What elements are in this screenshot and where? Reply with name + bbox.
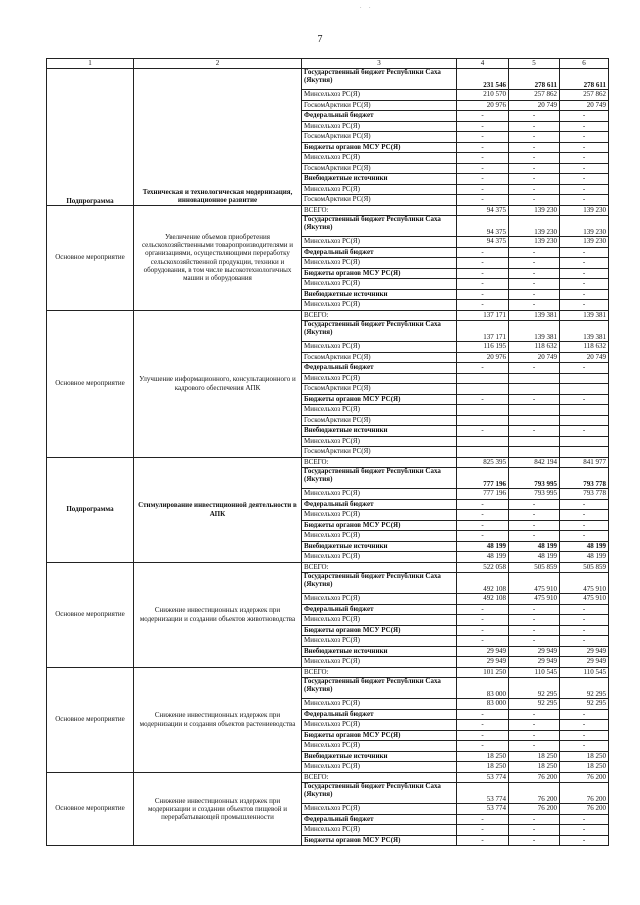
funding-source-cell: Федеральный бюджет bbox=[302, 814, 457, 825]
amount-cell: - bbox=[509, 111, 560, 122]
table-row bbox=[47, 69, 609, 90]
funding-source-cell: Внебюджетные источники bbox=[302, 541, 457, 552]
amount-cell: - bbox=[457, 835, 509, 846]
amount-cell: 18 250 bbox=[509, 762, 560, 773]
amount-cell: 137 171 bbox=[457, 310, 509, 321]
program-type-cell: Подпрограмма bbox=[47, 457, 134, 562]
program-name-cell: Снижение инвестиционных издержек при модернизации и создания объектов растениеводства bbox=[134, 667, 302, 772]
column-number-cell: 3 bbox=[302, 59, 457, 69]
amount-cell: 20 976 bbox=[457, 100, 509, 111]
funding-source-cell: Бюджеты органов МСУ РС(Я) bbox=[302, 520, 457, 531]
amount-cell: 139 381 bbox=[509, 321, 560, 342]
funding-source-cell: ВСЕГО: bbox=[302, 562, 457, 573]
amount-cell: - bbox=[509, 289, 560, 300]
amount-cell: 139 230 bbox=[509, 205, 560, 216]
funding-source-cell: ГоскомАрктики РС(Я) bbox=[302, 100, 457, 111]
amount-cell: 76 200 bbox=[560, 772, 609, 783]
amount-cell: 492 108 bbox=[457, 594, 509, 605]
table-row bbox=[47, 310, 609, 321]
amount-cell: 842 194 bbox=[509, 457, 560, 468]
funding-source-cell: ГоскомАрктики РС(Я) bbox=[302, 352, 457, 363]
amount-cell bbox=[560, 447, 609, 458]
amount-cell: 793 995 bbox=[509, 468, 560, 489]
funding-source-cell: Государственный бюджет Республики Саха (Якутия) bbox=[302, 783, 457, 804]
amount-cell bbox=[457, 436, 509, 447]
funding-source-cell: ГоскомАрктики РС(Я) bbox=[302, 384, 457, 395]
amount-cell: 94 375 bbox=[457, 216, 509, 237]
amount-cell bbox=[560, 415, 609, 426]
funding-source-cell: Федеральный бюджет bbox=[302, 709, 457, 720]
funding-source-cell: Бюджеты органов МСУ РС(Я) bbox=[302, 268, 457, 279]
amount-cell: - bbox=[509, 184, 560, 195]
amount-cell: - bbox=[560, 394, 609, 405]
amount-cell: - bbox=[560, 730, 609, 741]
amount-cell: 210 570 bbox=[457, 90, 509, 101]
amount-cell: - bbox=[509, 615, 560, 626]
amount-cell: - bbox=[457, 268, 509, 279]
amount-cell: 139 381 bbox=[509, 310, 560, 321]
funding-source-cell: Бюджеты органов МСУ РС(Я) bbox=[302, 394, 457, 405]
program-type-cell: Основное мероприятие bbox=[47, 205, 134, 310]
amount-cell: - bbox=[560, 195, 609, 206]
amount-cell: 48 199 bbox=[560, 541, 609, 552]
amount-cell: - bbox=[509, 814, 560, 825]
amount-cell: 18 250 bbox=[560, 751, 609, 762]
funding-source-cell: Государственный бюджет Республики Саха (Якутия) bbox=[302, 321, 457, 342]
amount-cell: - bbox=[560, 510, 609, 521]
funding-source-cell: Минсельхоз РС(Я) bbox=[302, 405, 457, 416]
amount-cell: - bbox=[560, 426, 609, 437]
funding-source-cell: Внебюджетные источники bbox=[302, 289, 457, 300]
amount-cell: 118 632 bbox=[560, 342, 609, 353]
amount-cell: - bbox=[509, 153, 560, 164]
amount-cell: 29 949 bbox=[509, 657, 560, 668]
funding-source-cell: Федеральный бюджет bbox=[302, 499, 457, 510]
amount-cell: 257 862 bbox=[560, 90, 609, 101]
amount-cell: - bbox=[560, 531, 609, 542]
amount-cell: - bbox=[560, 520, 609, 531]
amount-cell: - bbox=[509, 636, 560, 647]
amount-cell: - bbox=[457, 499, 509, 510]
amount-cell: 139 230 bbox=[560, 216, 609, 237]
amount-cell: - bbox=[560, 625, 609, 636]
amount-cell: - bbox=[509, 268, 560, 279]
column-number-row bbox=[47, 59, 609, 69]
amount-cell: 116 195 bbox=[457, 342, 509, 353]
funding-source-cell: Минсельхоз РС(Я) bbox=[302, 552, 457, 563]
amount-cell: 94 375 bbox=[457, 237, 509, 248]
amount-cell: - bbox=[560, 825, 609, 836]
amount-cell: - bbox=[457, 195, 509, 206]
amount-cell: - bbox=[509, 741, 560, 752]
amount-cell: - bbox=[457, 174, 509, 185]
funding-source-cell: Минсельхоз РС(Я) bbox=[302, 258, 457, 269]
amount-cell: 492 108 bbox=[457, 573, 509, 594]
amount-cell bbox=[457, 373, 509, 384]
amount-cell: 777 196 bbox=[457, 468, 509, 489]
amount-cell: - bbox=[560, 604, 609, 615]
amount-cell: 825 395 bbox=[457, 457, 509, 468]
funding-source-cell: Государственный бюджет Республики Саха (Якутия) bbox=[302, 468, 457, 489]
amount-cell: - bbox=[560, 741, 609, 752]
funding-source-cell: Бюджеты органов МСУ РС(Я) bbox=[302, 625, 457, 636]
amount-cell: - bbox=[457, 709, 509, 720]
amount-cell: 53 774 bbox=[457, 772, 509, 783]
amount-cell: 139 381 bbox=[560, 321, 609, 342]
amount-cell: - bbox=[560, 709, 609, 720]
amount-cell: 101 250 bbox=[457, 667, 509, 678]
amount-cell: - bbox=[457, 720, 509, 731]
amount-cell: - bbox=[457, 258, 509, 269]
amount-cell: 18 250 bbox=[457, 762, 509, 773]
amount-cell bbox=[509, 405, 560, 416]
amount-cell bbox=[457, 405, 509, 416]
amount-cell: 76 200 bbox=[560, 804, 609, 815]
amount-cell: - bbox=[457, 142, 509, 153]
amount-cell: 76 200 bbox=[509, 804, 560, 815]
funding-source-cell: Бюджеты органов МСУ РС(Я) bbox=[302, 142, 457, 153]
amount-cell: - bbox=[560, 268, 609, 279]
funding-source-cell: ВСЕГО: bbox=[302, 772, 457, 783]
amount-cell: 793 778 bbox=[560, 489, 609, 500]
funding-source-cell: Внебюджетные источники bbox=[302, 646, 457, 657]
amount-cell: - bbox=[560, 121, 609, 132]
amount-cell: 505 859 bbox=[560, 562, 609, 573]
amount-cell: 475 910 bbox=[509, 573, 560, 594]
amount-cell: 139 381 bbox=[560, 310, 609, 321]
program-type-cell: Основное мероприятие bbox=[47, 310, 134, 457]
amount-cell: - bbox=[457, 741, 509, 752]
amount-cell: 231 546 bbox=[457, 69, 509, 90]
amount-cell: - bbox=[509, 142, 560, 153]
amount-cell: 20 749 bbox=[509, 100, 560, 111]
amount-cell: 29 949 bbox=[509, 646, 560, 657]
funding-source-cell: Минсельхоз РС(Я) bbox=[302, 636, 457, 647]
funding-source-cell: Минсельхоз РС(Я) bbox=[302, 531, 457, 542]
amount-cell: 83 000 bbox=[457, 678, 509, 699]
amount-cell: - bbox=[457, 510, 509, 521]
amount-cell: - bbox=[560, 132, 609, 143]
funding-source-cell: Минсельхоз РС(Я) bbox=[302, 741, 457, 752]
amount-cell: - bbox=[457, 363, 509, 374]
amount-cell: - bbox=[560, 279, 609, 290]
amount-cell: 110 545 bbox=[560, 667, 609, 678]
funding-source-cell: Минсельхоз РС(Я) bbox=[302, 804, 457, 815]
amount-cell: - bbox=[560, 142, 609, 153]
amount-cell: - bbox=[509, 730, 560, 741]
amount-cell: 777 196 bbox=[457, 489, 509, 500]
header-mark: . . bbox=[360, 4, 374, 10]
amount-cell bbox=[560, 436, 609, 447]
amount-cell bbox=[457, 447, 509, 458]
amount-cell: - bbox=[509, 258, 560, 269]
amount-cell: - bbox=[509, 163, 560, 174]
funding-source-cell: Внебюджетные источники bbox=[302, 751, 457, 762]
funding-source-cell: Федеральный бюджет bbox=[302, 111, 457, 122]
amount-cell: - bbox=[509, 300, 560, 311]
program-type-cell: Основное мероприятие bbox=[47, 562, 134, 667]
funding-source-cell: Минсельхоз РС(Я) bbox=[302, 90, 457, 101]
amount-cell: - bbox=[560, 111, 609, 122]
funding-source-cell: Бюджеты органов МСУ РС(Я) bbox=[302, 835, 457, 846]
amount-cell: 522 058 bbox=[457, 562, 509, 573]
amount-cell: - bbox=[509, 121, 560, 132]
amount-cell: - bbox=[457, 615, 509, 626]
amount-cell: - bbox=[457, 520, 509, 531]
amount-cell: 94 375 bbox=[457, 205, 509, 216]
amount-cell: 92 295 bbox=[509, 678, 560, 699]
amount-cell: - bbox=[509, 499, 560, 510]
funding-source-cell: Минсельхоз РС(Я) bbox=[302, 825, 457, 836]
amount-cell: - bbox=[560, 258, 609, 269]
funding-source-cell: Государственный бюджет Республики Саха (Якутия) bbox=[302, 678, 457, 699]
amount-cell: - bbox=[509, 825, 560, 836]
amount-cell: - bbox=[457, 394, 509, 405]
amount-cell: 475 910 bbox=[509, 594, 560, 605]
amount-cell: 48 199 bbox=[457, 541, 509, 552]
program-name-cell: Стимулирование инвестиционной деятельности в АПК bbox=[134, 457, 302, 562]
funding-source-cell: Минсельхоз РС(Я) bbox=[302, 489, 457, 500]
funding-source-cell: ГоскомАрктики РС(Я) bbox=[302, 163, 457, 174]
amount-cell: - bbox=[509, 709, 560, 720]
amount-cell bbox=[509, 447, 560, 458]
amount-cell: 278 611 bbox=[560, 69, 609, 90]
amount-cell: 53 774 bbox=[457, 783, 509, 804]
table-row bbox=[47, 562, 609, 573]
amount-cell: - bbox=[457, 636, 509, 647]
amount-cell bbox=[560, 405, 609, 416]
funding-source-cell: Внебюджетные источники bbox=[302, 426, 457, 437]
amount-cell: 76 200 bbox=[560, 783, 609, 804]
amount-cell: 118 632 bbox=[509, 342, 560, 353]
amount-cell: - bbox=[457, 426, 509, 437]
amount-cell: - bbox=[457, 531, 509, 542]
amount-cell: - bbox=[560, 289, 609, 300]
amount-cell: 48 199 bbox=[560, 552, 609, 563]
amount-cell: 76 200 bbox=[509, 783, 560, 804]
amount-cell: 475 910 bbox=[560, 594, 609, 605]
amount-cell: - bbox=[509, 174, 560, 185]
amount-cell: 475 910 bbox=[560, 573, 609, 594]
amount-cell: 92 295 bbox=[509, 699, 560, 710]
amount-cell: - bbox=[509, 531, 560, 542]
amount-cell: 20 749 bbox=[509, 352, 560, 363]
funding-source-cell: Минсельхоз РС(Я) bbox=[302, 121, 457, 132]
funding-source-cell: Минсельхоз РС(Я) bbox=[302, 373, 457, 384]
program-name-cell: Улучшение информационного, консультационного и кадрового обеспечения АПК bbox=[134, 310, 302, 457]
amount-cell: 18 250 bbox=[509, 751, 560, 762]
amount-cell: - bbox=[457, 132, 509, 143]
amount-cell: - bbox=[509, 426, 560, 437]
table-row bbox=[47, 667, 609, 678]
amount-cell: 18 250 bbox=[560, 762, 609, 773]
amount-cell: 29 949 bbox=[457, 646, 509, 657]
program-name-cell: Техническая и технологическая модернизация, инновационное развитие bbox=[134, 69, 302, 206]
amount-cell: - bbox=[457, 300, 509, 311]
amount-cell: - bbox=[457, 184, 509, 195]
amount-cell: - bbox=[560, 814, 609, 825]
column-number-cell: 1 bbox=[47, 59, 134, 69]
funding-source-cell: Минсельхоз РС(Я) bbox=[302, 279, 457, 290]
amount-cell: 29 949 bbox=[560, 646, 609, 657]
column-number-cell: 4 bbox=[457, 59, 509, 69]
amount-cell: 20 976 bbox=[457, 352, 509, 363]
amount-cell: - bbox=[560, 247, 609, 258]
funding-source-cell: Государственный бюджет Республики Саха (Якутия) bbox=[302, 216, 457, 237]
amount-cell: - bbox=[560, 174, 609, 185]
amount-cell: 278 611 bbox=[509, 69, 560, 90]
amount-cell: 53 774 bbox=[457, 804, 509, 815]
amount-cell: 505 859 bbox=[509, 562, 560, 573]
amount-cell: - bbox=[457, 604, 509, 615]
funding-source-cell: Внебюджетные источники bbox=[302, 174, 457, 185]
amount-cell: - bbox=[560, 835, 609, 846]
funding-source-cell: Бюджеты органов МСУ РС(Я) bbox=[302, 730, 457, 741]
funding-source-cell: Минсельхоз РС(Я) bbox=[302, 699, 457, 710]
amount-cell: - bbox=[560, 184, 609, 195]
amount-cell: 257 862 bbox=[509, 90, 560, 101]
funding-source-cell: ВСЕГО: bbox=[302, 205, 457, 216]
program-type-cell: Основное мероприятие bbox=[47, 667, 134, 772]
funding-source-cell: Минсельхоз РС(Я) bbox=[302, 720, 457, 731]
amount-cell: 92 295 bbox=[560, 699, 609, 710]
amount-cell bbox=[457, 384, 509, 395]
funding-source-cell: Минсельхоз РС(Я) bbox=[302, 510, 457, 521]
amount-cell: 18 250 bbox=[457, 751, 509, 762]
amount-cell bbox=[560, 384, 609, 395]
amount-cell: 83 000 bbox=[457, 699, 509, 710]
funding-source-cell: Минсельхоз РС(Я) bbox=[302, 657, 457, 668]
amount-cell: - bbox=[457, 289, 509, 300]
amount-cell: - bbox=[457, 279, 509, 290]
amount-cell: 841 977 bbox=[560, 457, 609, 468]
amount-cell: - bbox=[457, 153, 509, 164]
amount-cell: - bbox=[560, 499, 609, 510]
funding-source-cell: Минсельхоз РС(Я) bbox=[302, 615, 457, 626]
amount-cell: 29 949 bbox=[457, 657, 509, 668]
amount-cell: - bbox=[560, 615, 609, 626]
amount-cell: - bbox=[509, 720, 560, 731]
funding-source-cell: Федеральный бюджет bbox=[302, 363, 457, 374]
funding-source-cell: Федеральный бюджет bbox=[302, 604, 457, 615]
funding-source-cell: Минсельхоз РС(Я) bbox=[302, 184, 457, 195]
amount-cell: 139 230 bbox=[509, 237, 560, 248]
amount-cell: - bbox=[509, 604, 560, 615]
amount-cell: - bbox=[457, 121, 509, 132]
amount-cell: - bbox=[560, 636, 609, 647]
funding-source-cell: Минсельхоз РС(Я) bbox=[302, 300, 457, 311]
amount-cell: - bbox=[457, 247, 509, 258]
program-type-cell: Основное мероприятие bbox=[47, 772, 134, 846]
funding-source-cell: Минсельхоз РС(Я) bbox=[302, 594, 457, 605]
amount-cell: - bbox=[509, 510, 560, 521]
program-type-cell: Подпрограмма bbox=[47, 69, 134, 206]
amount-cell: - bbox=[457, 163, 509, 174]
amount-cell: 29 949 bbox=[560, 657, 609, 668]
amount-cell: 793 995 bbox=[509, 489, 560, 500]
amount-cell bbox=[457, 415, 509, 426]
amount-cell: - bbox=[560, 363, 609, 374]
amount-cell: 139 230 bbox=[560, 237, 609, 248]
table-row bbox=[47, 772, 609, 783]
amount-cell: - bbox=[560, 153, 609, 164]
page-number: 7 bbox=[317, 34, 323, 45]
amount-cell: - bbox=[560, 720, 609, 731]
funding-source-cell: Минсельхоз РС(Я) bbox=[302, 153, 457, 164]
amount-cell: - bbox=[509, 394, 560, 405]
amount-cell: - bbox=[560, 300, 609, 311]
amount-cell: 137 171 bbox=[457, 321, 509, 342]
amount-cell: - bbox=[509, 247, 560, 258]
amount-cell: 76 200 bbox=[509, 772, 560, 783]
amount-cell: 20 749 bbox=[560, 100, 609, 111]
funding-source-cell: Минсельхоз РС(Я) bbox=[302, 762, 457, 773]
funding-source-cell: Государственный бюджет Республики Саха (Якутия) bbox=[302, 69, 457, 90]
amount-cell: 793 778 bbox=[560, 468, 609, 489]
amount-cell bbox=[509, 436, 560, 447]
amount-cell: 48 199 bbox=[509, 552, 560, 563]
amount-cell: - bbox=[457, 825, 509, 836]
table-row bbox=[47, 457, 609, 468]
amount-cell: 20 749 bbox=[560, 352, 609, 363]
amount-cell: - bbox=[457, 730, 509, 741]
amount-cell: 139 230 bbox=[509, 216, 560, 237]
funding-source-cell: Государственный бюджет Республики Саха (Якутия) bbox=[302, 573, 457, 594]
amount-cell bbox=[560, 373, 609, 384]
amount-cell bbox=[509, 415, 560, 426]
amount-cell: - bbox=[457, 625, 509, 636]
amount-cell: - bbox=[509, 520, 560, 531]
program-name-cell: Увеличение объемов приобретения сельскохозяйственными товаропроизводителями и организациями, осуществляющими переработку сельскохозяйственной продукции, техники и оборудования, в том числе высокотехнологичных машин и оборудования bbox=[134, 205, 302, 310]
amount-cell: - bbox=[457, 111, 509, 122]
budget-table bbox=[46, 58, 609, 846]
funding-source-cell: ГоскомАрктики РС(Я) bbox=[302, 195, 457, 206]
column-number-cell: 6 bbox=[560, 59, 609, 69]
amount-cell: 139 230 bbox=[560, 205, 609, 216]
funding-source-cell: Минсельхоз РС(Я) bbox=[302, 436, 457, 447]
funding-source-cell: ВСЕГО: bbox=[302, 457, 457, 468]
amount-cell: - bbox=[509, 132, 560, 143]
funding-source-cell: ВСЕГО: bbox=[302, 310, 457, 321]
funding-source-cell: ГоскомАрктики РС(Я) bbox=[302, 447, 457, 458]
amount-cell: - bbox=[509, 363, 560, 374]
amount-cell bbox=[509, 373, 560, 384]
amount-cell: 48 199 bbox=[457, 552, 509, 563]
funding-source-cell: ГоскомАрктики РС(Я) bbox=[302, 415, 457, 426]
amount-cell: - bbox=[509, 835, 560, 846]
funding-source-cell: Минсельхоз РС(Я) bbox=[302, 342, 457, 353]
funding-source-cell: ВСЕГО: bbox=[302, 667, 457, 678]
column-number-cell: 2 bbox=[134, 59, 302, 69]
funding-source-cell: Федеральный бюджет bbox=[302, 247, 457, 258]
amount-cell: - bbox=[509, 195, 560, 206]
amount-cell: - bbox=[509, 625, 560, 636]
amount-cell: 110 545 bbox=[509, 667, 560, 678]
amount-cell: - bbox=[457, 814, 509, 825]
program-name-cell: Снижение инвестиционных издержек при модернизации и создании объектов животноводства bbox=[134, 562, 302, 667]
funding-source-cell: ГоскомАрктики РС(Я) bbox=[302, 132, 457, 143]
amount-cell: 92 295 bbox=[560, 678, 609, 699]
amount-cell: - bbox=[509, 279, 560, 290]
program-name-cell: Снижение инвестиционных издержек при модернизации и создании объектов пищевой и перерабатывающей промышленности bbox=[134, 772, 302, 846]
table-row bbox=[47, 205, 609, 216]
amount-cell: - bbox=[560, 163, 609, 174]
funding-source-cell: Минсельхоз РС(Я) bbox=[302, 237, 457, 248]
amount-cell: 48 199 bbox=[509, 541, 560, 552]
column-number-cell: 5 bbox=[509, 59, 560, 69]
amount-cell bbox=[509, 384, 560, 395]
